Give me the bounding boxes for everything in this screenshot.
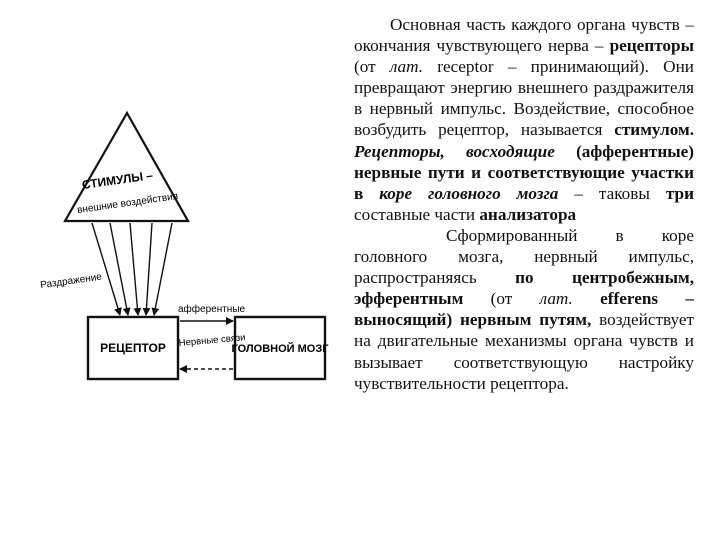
- afferent-label: афферентные: [178, 304, 246, 315]
- text-span: receptor – принимающий). Они превращают энергию внешнего раздражителя в нервный импульс. Воздействие, способное возбудить рецептор, называется: [354, 57, 694, 140]
- term-efferens: efferens – выносящий) нервным путям,: [354, 289, 695, 330]
- stimulus-arrow: [130, 223, 138, 315]
- text-span: Основная часть каждого органа чувств – окончания чувствующего нерва –: [354, 15, 694, 56]
- triangle-label-line1: СТИМУЛЫ –: [81, 168, 154, 192]
- stimulus-arrow: [110, 223, 128, 315]
- abbr-lat: лат.: [389, 57, 424, 77]
- text-span: (от: [463, 289, 540, 309]
- term-centrifugal: по центробежным, эфферентным: [354, 268, 694, 309]
- text-span: – таковы: [558, 183, 666, 203]
- text-span: Сформированный в коре головного мозга, нервный импульс, распространяясь: [354, 225, 694, 288]
- receptor-box-label: РЕЦЕПТОР: [100, 341, 166, 355]
- term-receptors-ascending: Рецепторы, восходящие: [354, 141, 555, 161]
- analyzer-diagram: [20, 105, 340, 395]
- text-span: воздействует на двигательные механизмы органа чувств и вызывает соответствующую настройку чувствительности рецептора.: [354, 310, 694, 393]
- term-cortex: коре головного мозга: [379, 183, 559, 203]
- text-span: [573, 289, 600, 308]
- term-afferent-paths: (афферентные) нервные пути и соответствующие участки в: [354, 141, 695, 203]
- stimulus-arrow: [154, 223, 172, 315]
- term-analyzer: анализатора: [479, 204, 577, 224]
- text-span: (от: [354, 57, 390, 77]
- nerve-links-label: Нервные связи: [178, 332, 246, 349]
- brain-box-label: ГОЛОВНОЙ МОЗГ: [231, 343, 329, 355]
- text-span: составные части: [354, 204, 480, 224]
- irritation-label: Раздражение: [39, 271, 103, 292]
- term-stimulus: стимулом.: [614, 120, 694, 140]
- triangle-label-line2: внешние воздействия: [76, 190, 179, 217]
- paragraph-2: [354, 225, 694, 394]
- term-receptors: рецепторы: [609, 36, 694, 56]
- main-text: [354, 14, 694, 394]
- stimulus-arrow: [146, 223, 152, 315]
- paragraph-1: [354, 14, 694, 225]
- abbr-lat: лат.: [539, 289, 573, 309]
- stimulus-arrow: [92, 223, 120, 315]
- term-three: три: [665, 183, 694, 203]
